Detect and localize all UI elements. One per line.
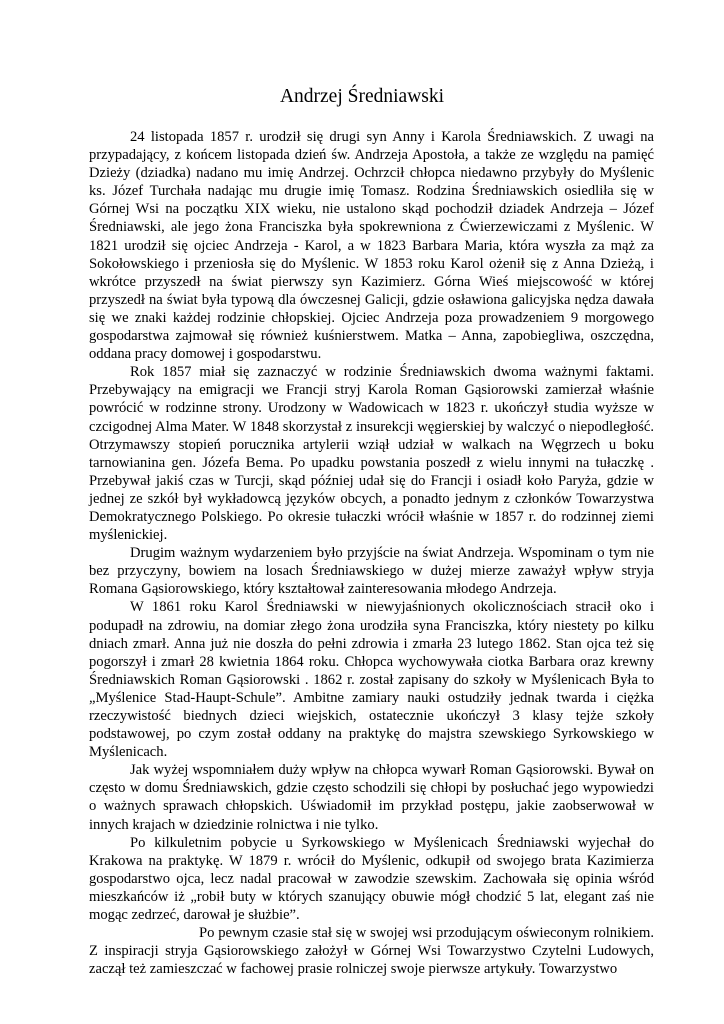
paragraph-second-event: Drugim ważnym wydarzeniem było przyjście na świat Andrzeja. Wspominam o tym nie bez przyczyny, bowiem na losach Średniawskiego w dużej mierze zaważył wpływ stryja Romana Gąsiorowskiego, który kształtował zainteresowania młodego Andrzeja. xyxy=(89,545,654,598)
document-body xyxy=(89,128,654,978)
paragraph-farmer: Po pewnym czasie stał się w swojej wsi przodującym oświeconym rolnikiem. Z inspiracji stryja Gąsiorowskiego założył w Górnej Wsi Towarzystwo Czytelni Ludowych, zaczął też zamieszczać w fachowej prasie rolniczej swoje pierwsze artykuły. Towarzystwo xyxy=(89,925,654,978)
paragraph-1861: W 1861 roku Karol Średniawski w niewyjaśnionych okolicznościach stracił oko i podupadł na zdrowiu, na domiar złego żona urodziła syna Franciszka, który niestety po kilku dniach zmarł. Anna już nie doszła do pełni zdrowia i zmarła 23 lutego 1862. Stan ojca też się pogorszył i zmarł 28 kwietnia 1864 roku. Chłopca wychowywała ciotka Barbara oraz krewny Średniawskich Roman Gąsiorowski . 1862 r. został zapisany do szkoły w Myślenicach Była to „Myślenice Stad-Haupt-Schule”. Ambitne zamiary nauki ostudziły jednak twarda i ciężka rzeczywistość biednych dzieci wiejskich, ostatecznie ukończył 3 klasy tejże szkoły podstawowej, po czym został oddany na praktykę do majstra szewskiego Syrkowskiego w Myślenicach. xyxy=(89,599,654,761)
paragraph-birth: 24 listopada 1857 r. urodził się drugi syn Anny i Karola Średniawskich. Z uwagi na przypadający, z końcem listopada dzień św. Andrzeja Apostoła, a także ze względu na pamięć Dzieży (dziadka) nadano mu imię Andrzej. Ochrzcił chłopca niedawno przybyły do Myślenic ks. Józef Turchała nadając mu drugie imię Tomasz. Rodzina Średniawskich osiedliła się w Górnej Wsi na początku XIX wieku, nie ustalono skąd pochodził dziadek Andrzeja – Józef Średniawski, ale jego żona Franciszka była spokrewniona z Ćwierzewiczami z Myślenic. W 1821 urodził się ojciec Andrzeja - Karol, a w 1823 Barbara Maria, która wyszła za mąż za Sokołowskiego i przeniosła się do Myślenic. W 1853 roku Karol ożenił się z Anna Dzieżą, i wkrótce przyszedł na świat pierwszy syn Kazimierz. Górna Wieś miejscowość w której przyszedł na świat była typową dla ówczesnej Galicji, gdzie osławiona galicyjska nędza dawała się we znaki każdej rodzinie chłopskiej. Ojciec Andrzeja poza prowadzeniem 9 morgowego gospodarstwa zajmował się również kuśnierstwem. Matka – Anna, zapobiegliwa, oszczędna, oddana pracy domowej i gospodarstwu. xyxy=(89,129,654,363)
paragraph-1857: Rok 1857 miał się zaznaczyć w rodzinie Średniawskich dwoma ważnymi faktami. Przebywający na emigracji we Francji stryj Karola Roman Gąsiorowski zamierzał właśnie powrócić w rodzinne strony. Urodzony w Wadowicach w 1823 r. ukończył studia wyższe w czcigodnej Alma Mater. W 1848 skorzystał z insurekcji węgierskiej by walczyć o niepodległość. Otrzymawszy stopień porucznika artylerii wziął udział w walkach na Węgrzech u boku tarnowianina gen. Józefa Bema. Po upadku powstania poszedł z wielu innymi na tułaczkę . Przebywał jakiś czas w Turcji, skąd później udał się do Francji i osiadł koło Paryża, gdzie w jednej ze szkół był wykładowcą języków obcych, a ponadto jednym z członków Towarzystwa Demokratycznego Polskiego. Po okresie tułaczki wrócił właśnie w 1857 r. do rodzinnej ziemi myślenickiej. xyxy=(89,364,654,544)
document-title: Andrzej Średniawski xyxy=(279,86,445,107)
paragraph-gasiorowski: Jak wyżej wspomniałem duży wpływ na chłopca wywarł Roman Gąsiorowski. Bywał on często w domu Średniawskich, gdzie często schodzili się chłopi by posłuchać jego wypowiedzi o ważnych sprawach chłopskich. Uświadomił im przykład postępu, jakie zaobserwował w innych krajach w dziedzinie rolnictwa i nie tylko. xyxy=(89,762,654,833)
paragraph-krakow: Po kilkuletnim pobycie u Syrkowskiego w Myślenicach Średniawski wyjechał do Krakowa na praktykę. W 1879 r. wrócił do Myślenic, odkupił od swojego brata Kazimierza gospodarstwo ojca, lecz nadal pracował w zawodzie szewskim. Zachowała się opinia wśród mieszkańców iż „robił buty w których szanujący obuwie mógł chodzić 5 lat, elegant zaś nie mogąc zedrzeć, darował je służbie”. xyxy=(89,834,654,924)
